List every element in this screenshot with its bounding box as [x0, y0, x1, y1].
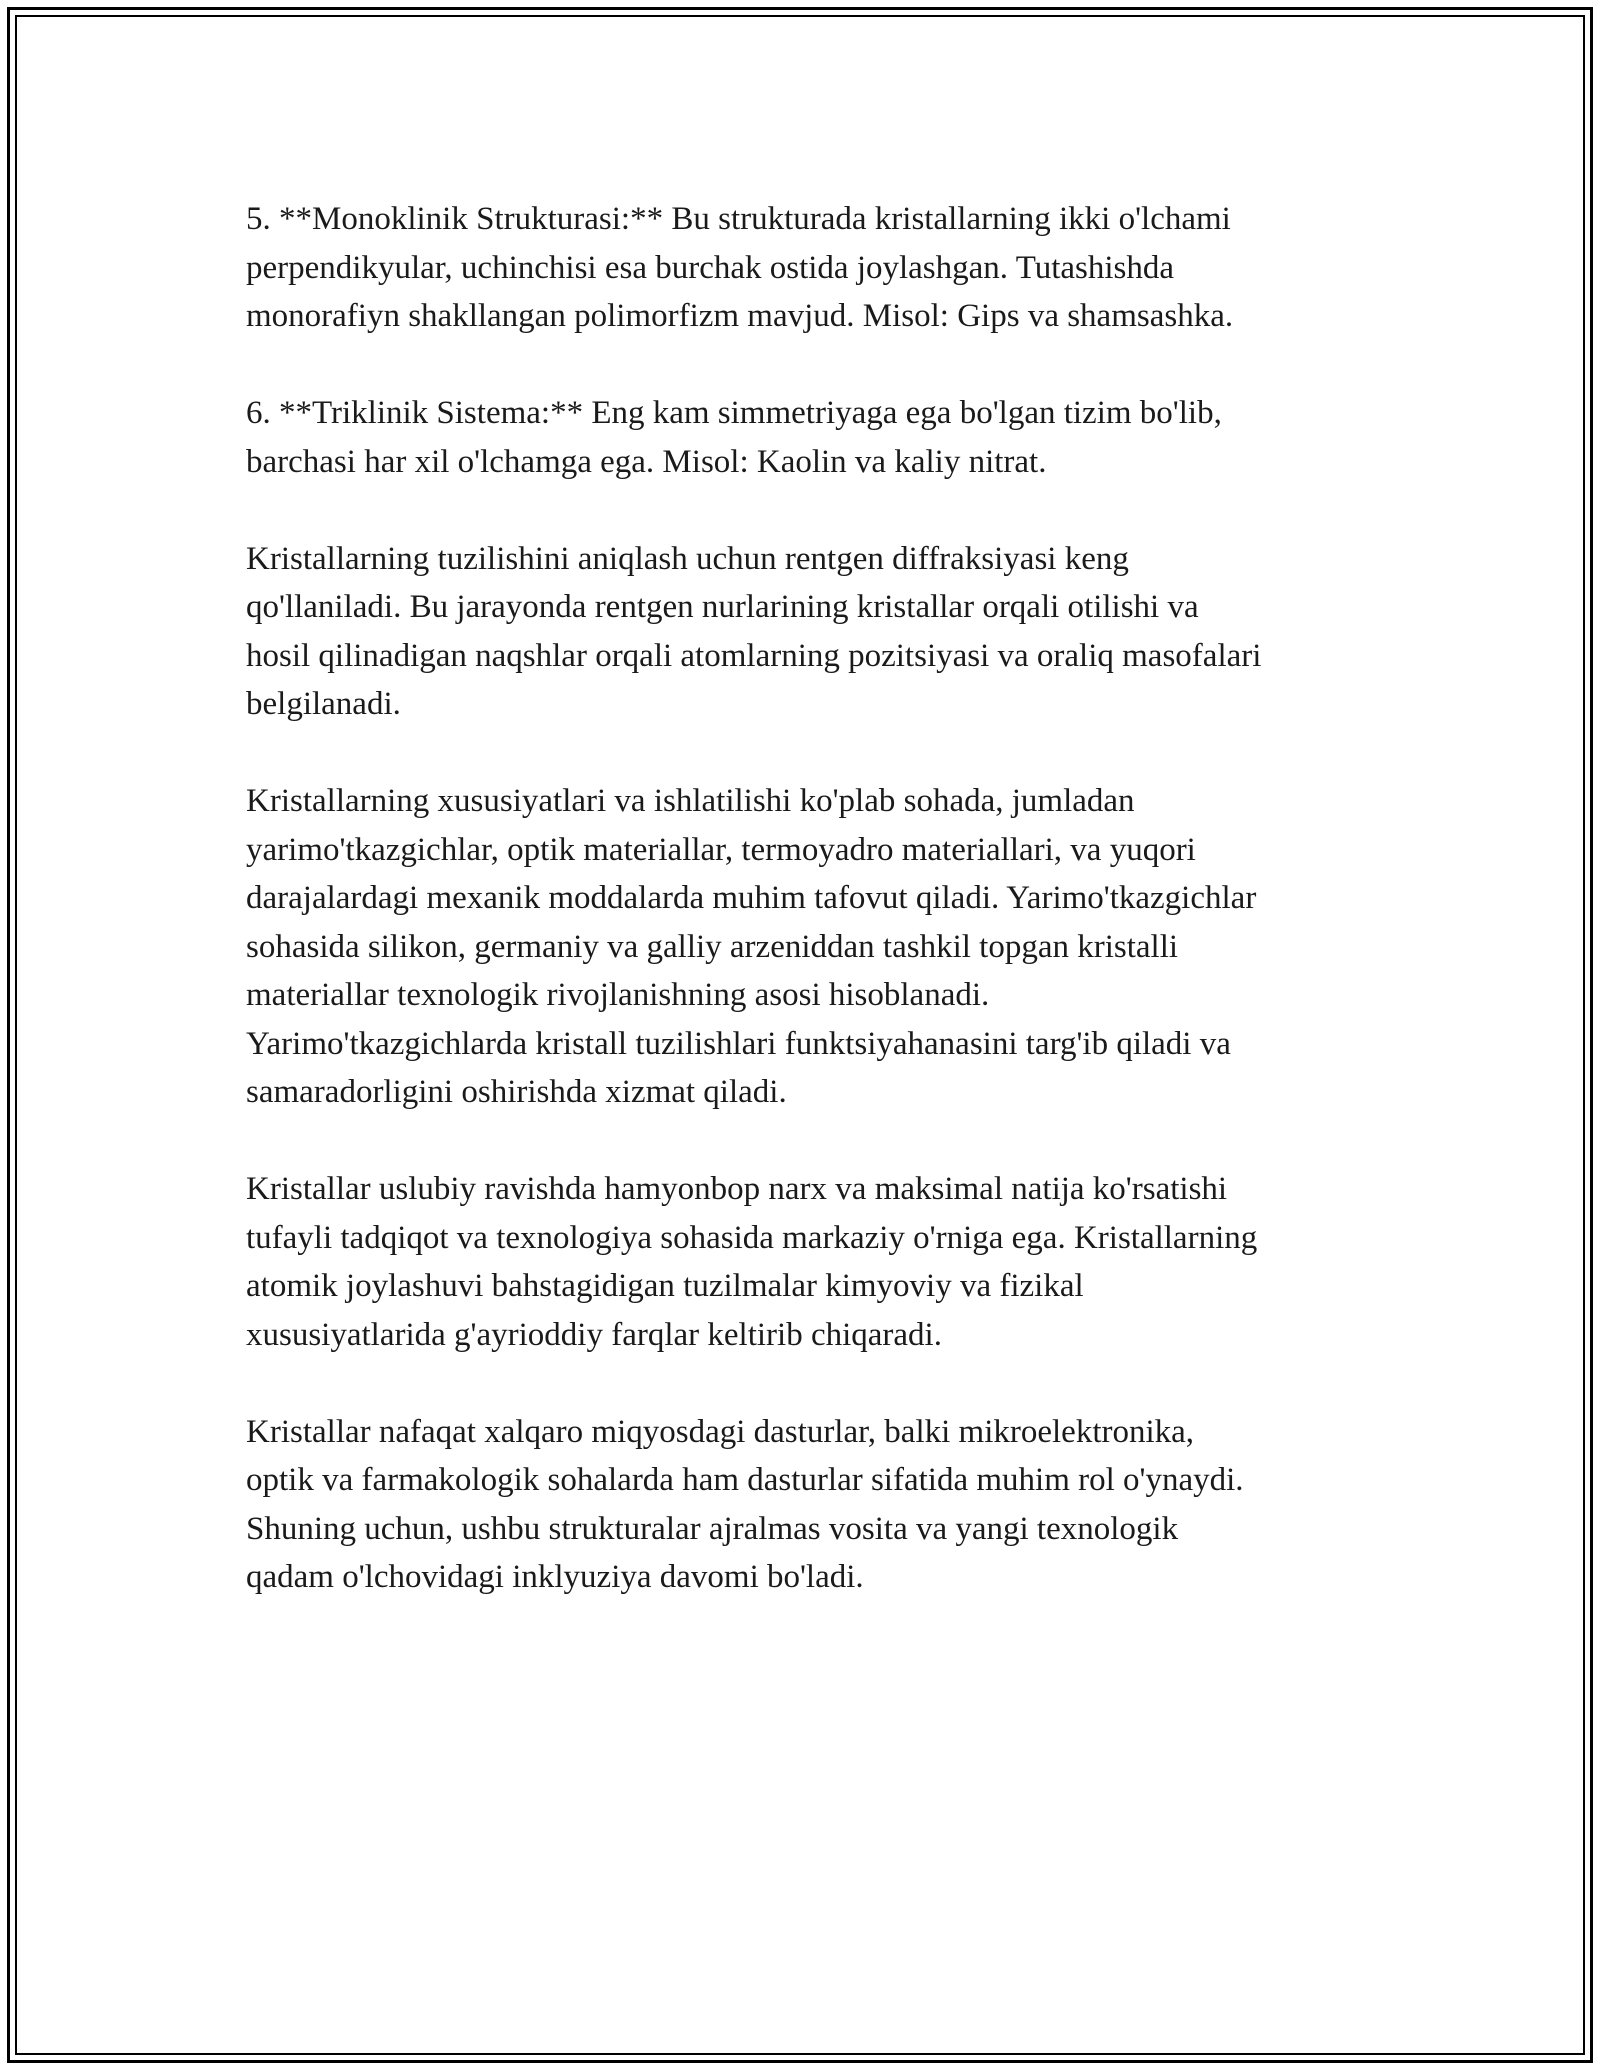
paragraph-crystal-applications: Kristallarning xususiyatlari va ishlatilishi ko'plab sohada, jumladan yarimo'tkazgichlar, optik materiallar, termoyadro materiallari, va yuqori darajalardagi mexanik moddalarda muhim tafovut qiladi. Yarimo'tkazgichlar sohasida silikon, germaniy va galliy arzeniddan tashkil topgan kristalli materiallar texnologik rivojlanishning asosi hisoblanadi. Yarimo'tkazgichlarda kristall tuzilishlari funktsiyahanasini targ'ib qiladi va samaradorligini oshirishda xizmat qiladi.: [246, 783, 1257, 1110]
document-body: [246, 195, 1386, 1650]
page-frame: [7, 7, 1593, 2063]
paragraph-xray-diffraction: Kristallarning tuzilishini aniqlash uchun rentgen diffraksiyasi keng qo'llaniladi. Bu jarayonda rentgen nurlarining kristallar orqali otilishi va hosil qilinadigan naqshlar orqali atomlarning pozitsiyasi va oraliq masofalari belgilanadi.: [246, 540, 1262, 722]
paragraph-triclinic-system: 6. **Triklinik Sistema:** Eng kam simmetriyaga ega bo'lgan tizim bo'lib, barchasi har xil o'lchamga ega. Misol: Kaolin va kaliy nitrat.: [246, 395, 1222, 480]
paragraph-monoclinic-structure: 5. **Monoklinik Strukturasi:** Bu strukturada kristallarning ikki o'lchami perpendikyular, uchinchisi esa burchak ostida joylashgan. Tutashishda monorafiyn shakllangan polimorfizm mavjud. Misol: Gips va shamsashka.: [246, 201, 1234, 334]
paragraph-research-role: Kristallar uslubiy ravishda hamyonbop narx va maksimal natija ko'rsatishi tufayli tadqiqot va texnologiya sohasida markaziy o'rniga ega. Kristallarning atomik joylashuvi bahstagidigan tuzilmalar kimyoviy va fizikal xususiyatlarida g'ayrioddiy farqlar keltirib chiqaradi.: [246, 1171, 1258, 1353]
paragraph-conclusion: Kristallar nafaqat xalqaro miqyosdagi dasturlar, balki mikroelektronika, optik va farmakologik sohalarda ham dasturlar sifatida muhim rol o'ynaydi. Shuning uchun, ushbu strukturalar ajralmas vosita va yangi texnologik qadam o'lchovidagi inklyuziya davomi bo'ladi.: [246, 1413, 1244, 1595]
